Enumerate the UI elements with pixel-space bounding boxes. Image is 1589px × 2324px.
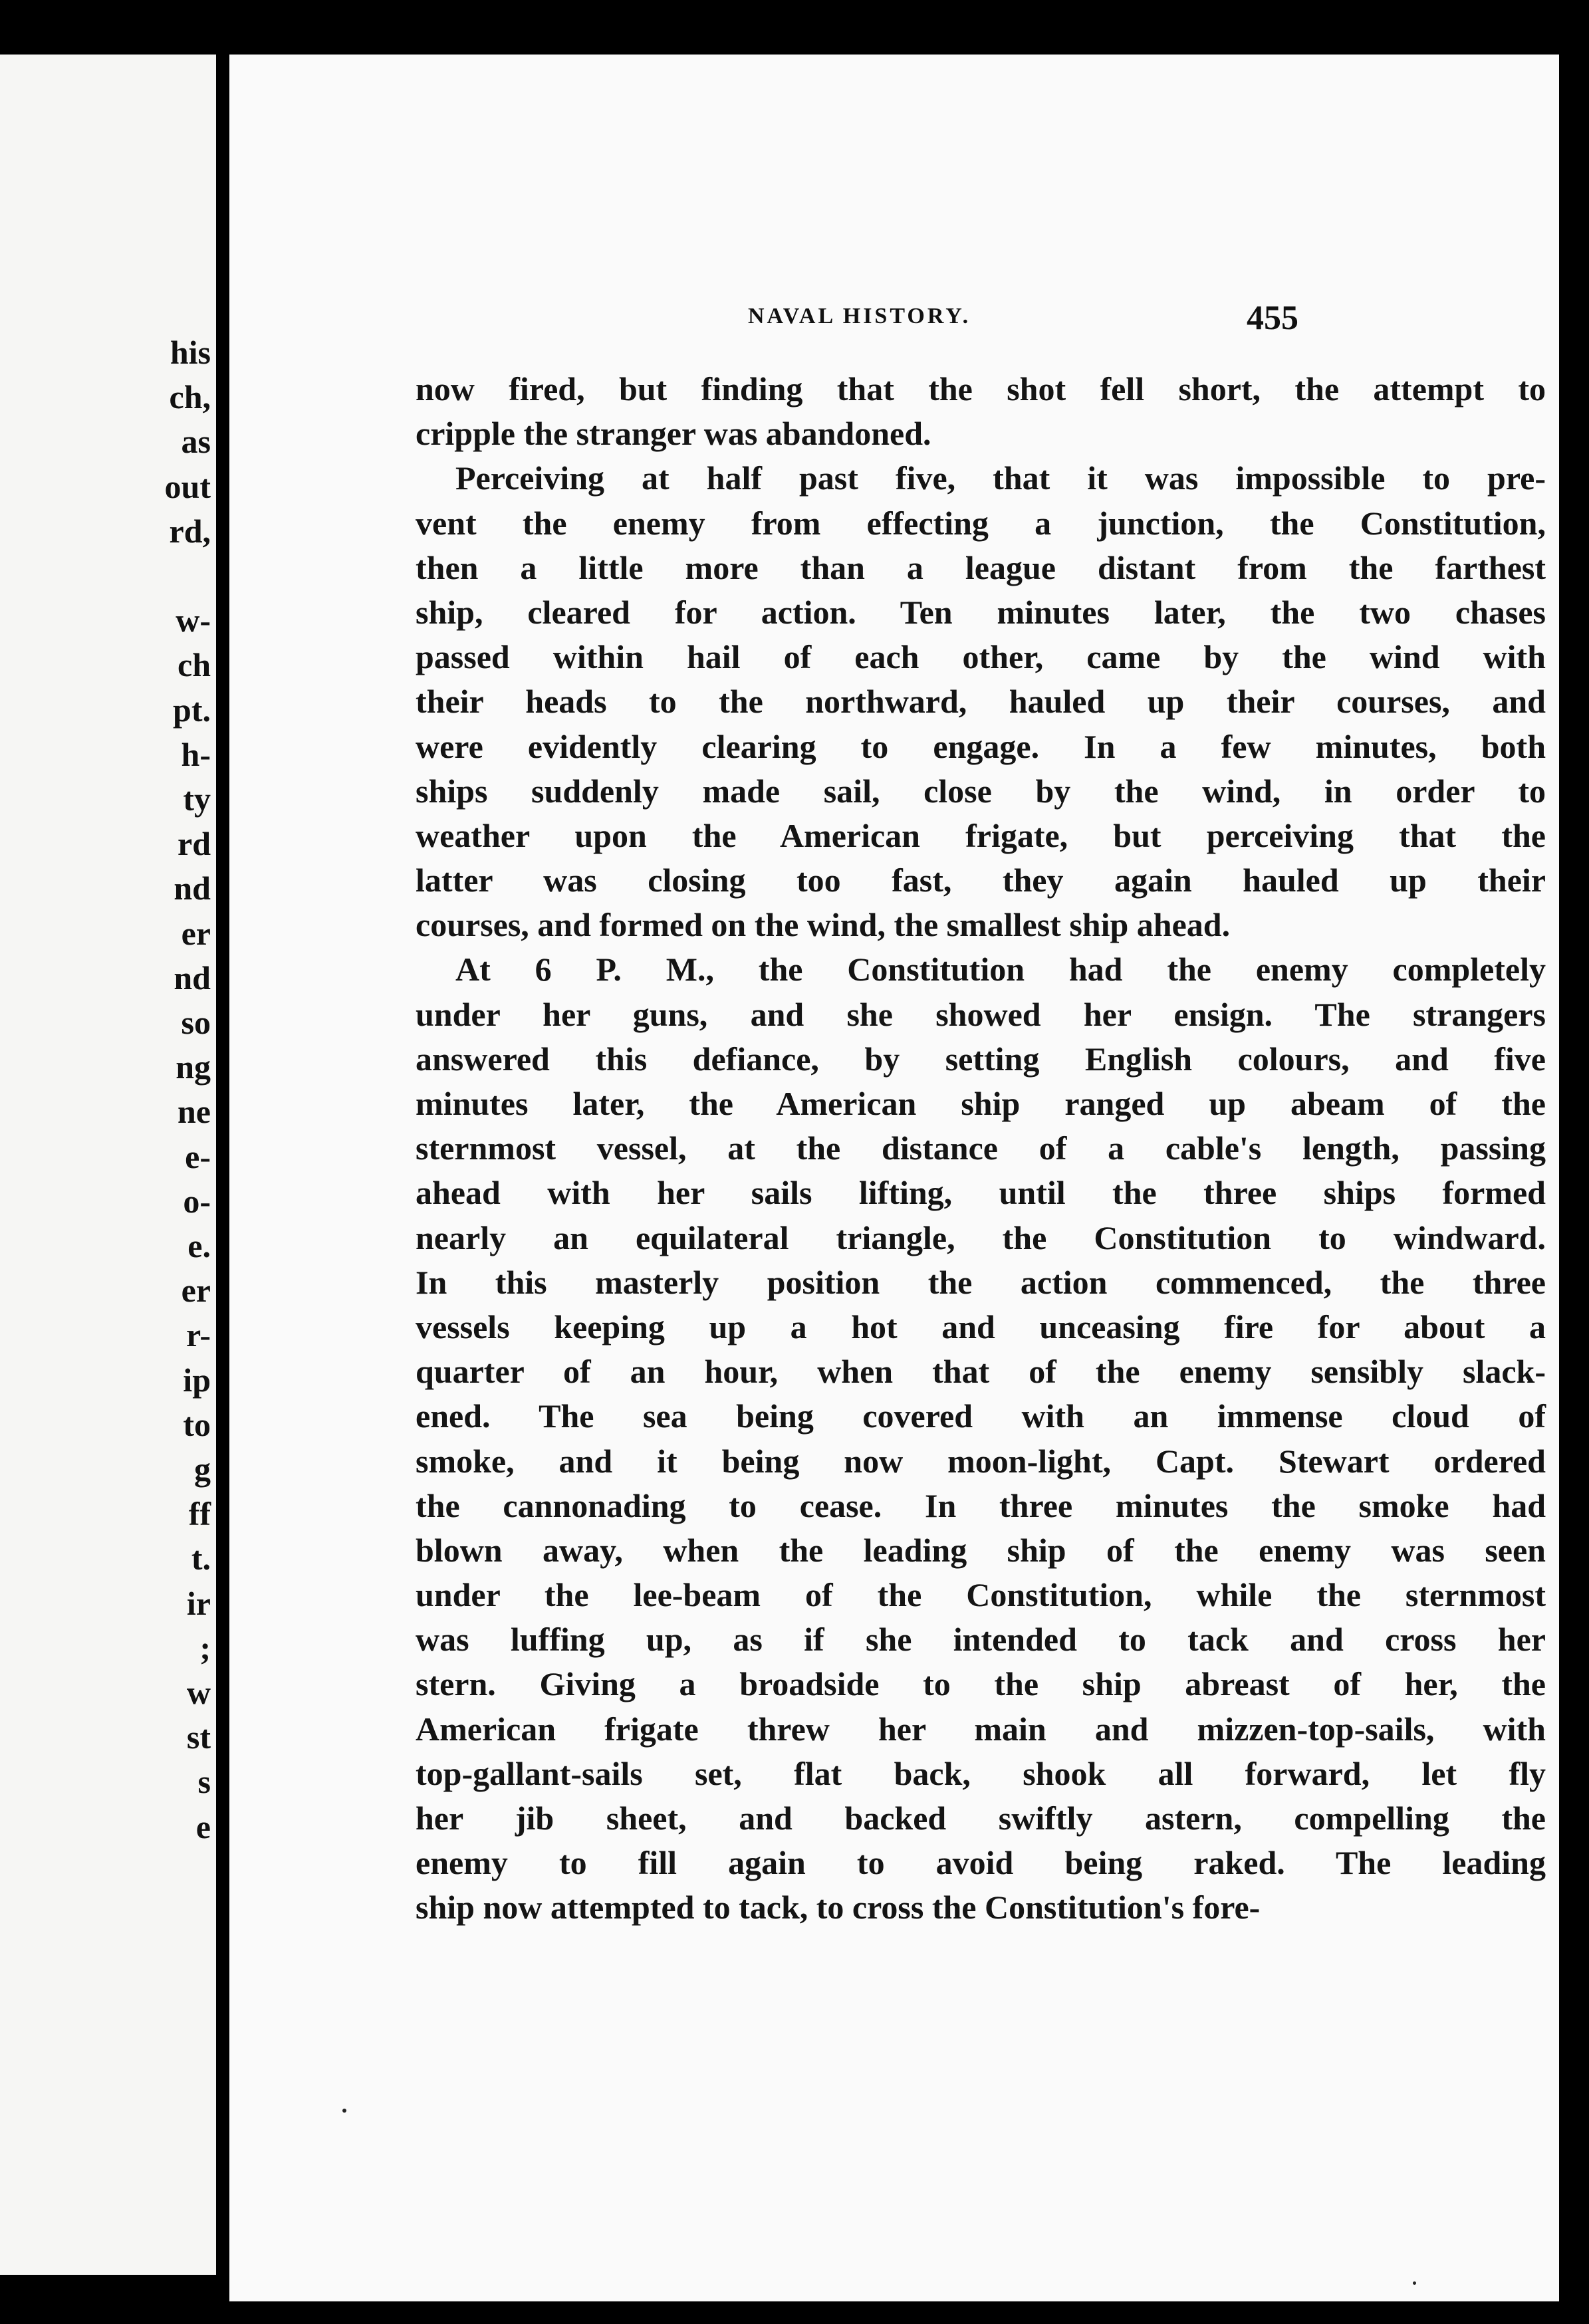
text-line: In this masterly position the action commenced, the three xyxy=(416,1263,1546,1301)
text-line: American frigate threw her main and mizzen-top-sails, with xyxy=(416,1710,1546,1748)
text-line: ship now attempted to tack, to cross the Constitution's fore- xyxy=(416,1889,1261,1926)
ink-speck xyxy=(342,2109,346,2113)
facing-page-word-fragment: ; xyxy=(199,1629,211,1667)
facing-page-word-fragment: ch, xyxy=(169,378,211,416)
facing-page-word-fragment: e. xyxy=(187,1227,211,1264)
text-line: her jib sheet, and backed swiftly astern, compelling the xyxy=(416,1800,1546,1837)
facing-page-word-fragment: nd xyxy=(174,959,211,996)
text-line: under the lee-beam of the Constitution, while the sternmost xyxy=(416,1576,1546,1614)
text-line: vent the enemy from effecting a junction, the Constitution, xyxy=(416,504,1546,542)
text-line: their heads to the northward, hauled up their courses, and xyxy=(416,683,1546,721)
facing-page-word-fragment: ip xyxy=(183,1361,211,1399)
facing-page-word-fragment: r- xyxy=(186,1316,211,1354)
text-line: under her guns, and she showed her ensign. The strangers xyxy=(416,995,1546,1033)
text-line: then a little more than a league distant from the farthest xyxy=(416,548,1546,586)
facing-page-word-fragment: to xyxy=(183,1405,211,1443)
text-line: ened. The sea being covered with an immense cloud of xyxy=(416,1397,1546,1435)
facing-page-word-fragment: nd xyxy=(174,870,211,907)
facing-page-word-fragment: as xyxy=(181,423,211,461)
text-line: enemy to fill again to avoid being raked. The leading xyxy=(416,1844,1546,1882)
running-title: NAVAL HISTORY. xyxy=(748,304,971,328)
text-line: latter was closing too fast, they again hauled up their xyxy=(416,862,1546,899)
facing-page-word-fragment: ff xyxy=(188,1495,211,1533)
facing-page-word-fragment: e xyxy=(195,1807,211,1845)
text-line: ahead with her sails lifting, until the three ships formed xyxy=(416,1174,1546,1212)
facing-page-word-fragment: w xyxy=(186,1674,211,1711)
facing-page-word-fragment: rd xyxy=(178,825,211,863)
facing-page-word-fragment: ch xyxy=(178,646,211,684)
facing-page-word-fragment: g xyxy=(194,1451,211,1488)
text-line: blown away, when the leading ship of the enemy was seen xyxy=(416,1531,1546,1569)
text-line: At 6 P. M., the Constitution had the enemy completely xyxy=(455,951,1546,988)
text-line: vessels keeping up a hot and unceasing fire for about a xyxy=(416,1308,1546,1345)
text-line: quarter of an hour, when that of the enemy sensibly slack- xyxy=(416,1353,1546,1391)
facing-page-word-fragment: h- xyxy=(181,735,211,773)
text-line: sternmost vessel, at the distance of a cable's length, passing xyxy=(416,1129,1546,1167)
text-line: passed within hail of each other, came by the wind with xyxy=(416,638,1546,676)
facing-page-word-fragment: ty xyxy=(183,780,211,818)
facing-page-word-fragment: st xyxy=(186,1718,211,1756)
facing-page-word-fragment: w- xyxy=(176,602,211,639)
facing-page-word-fragment: ne xyxy=(178,1093,211,1131)
facing-page-word-fragment: so xyxy=(181,1004,211,1041)
text-line: ship, cleared for action. Ten minutes later, the two chases xyxy=(416,593,1546,631)
text-line: nearly an equilateral triangle, the Constitution to windward. xyxy=(416,1219,1546,1256)
text-line: answered this defiance, by setting English colours, and five xyxy=(416,1040,1546,1078)
facing-page-word-fragment: pt. xyxy=(173,691,211,729)
facing-page-word-fragment: his xyxy=(170,334,211,371)
text-line: cripple the stranger was abandoned. xyxy=(416,415,931,453)
facing-page-word-fragment: er xyxy=(181,1272,211,1310)
page-number: 455 xyxy=(1247,299,1298,337)
facing-page-fragment xyxy=(0,55,216,2275)
text-line: Perceiving at half past five, that it was impossible to pre- xyxy=(455,459,1546,497)
text-line: ships suddenly made sail, close by the wind, in order to xyxy=(416,772,1546,810)
facing-page-word-fragment: t. xyxy=(191,1540,211,1577)
facing-page-word-fragment: ir xyxy=(186,1584,211,1622)
body-text xyxy=(416,367,1546,1930)
ink-speck xyxy=(1413,2281,1416,2285)
text-line: courses, and formed on the wind, the smallest ship ahead. xyxy=(416,906,1231,944)
facing-page-word-fragment: e- xyxy=(185,1137,211,1175)
running-head xyxy=(229,298,1559,345)
text-line: was luffing up, as if she intended to tack and cross her xyxy=(416,1621,1546,1659)
book-page xyxy=(229,55,1559,2301)
facing-page-word-fragment: ng xyxy=(176,1048,211,1086)
text-line: now fired, but finding that the shot fell short, the attempt to xyxy=(416,370,1546,407)
facing-page-word-fragment: er xyxy=(181,914,211,952)
text-line: were evidently clearing to engage. In a few minutes, both xyxy=(416,727,1546,765)
facing-page-word-fragment: s xyxy=(197,1763,211,1801)
text-line: stern. Giving a broadside to the ship abreast of her, the xyxy=(416,1665,1546,1703)
facing-page-word-fragment: out xyxy=(164,467,211,505)
text-line: weather upon the American frigate, but perceiving that the xyxy=(416,816,1546,854)
text-line: minutes later, the American ship ranged up abeam of the xyxy=(416,1085,1546,1122)
facing-page-word-fragment: o- xyxy=(183,1182,211,1220)
facing-page-word-fragment: rd, xyxy=(169,512,211,550)
text-line: smoke, and it being now moon-light, Capt. Stewart ordered xyxy=(416,1442,1546,1480)
text-line: the cannonading to cease. In three minutes the smoke had xyxy=(416,1486,1546,1524)
text-line: top-gallant-sails set, flat back, shook all forward, let fly xyxy=(416,1754,1546,1792)
